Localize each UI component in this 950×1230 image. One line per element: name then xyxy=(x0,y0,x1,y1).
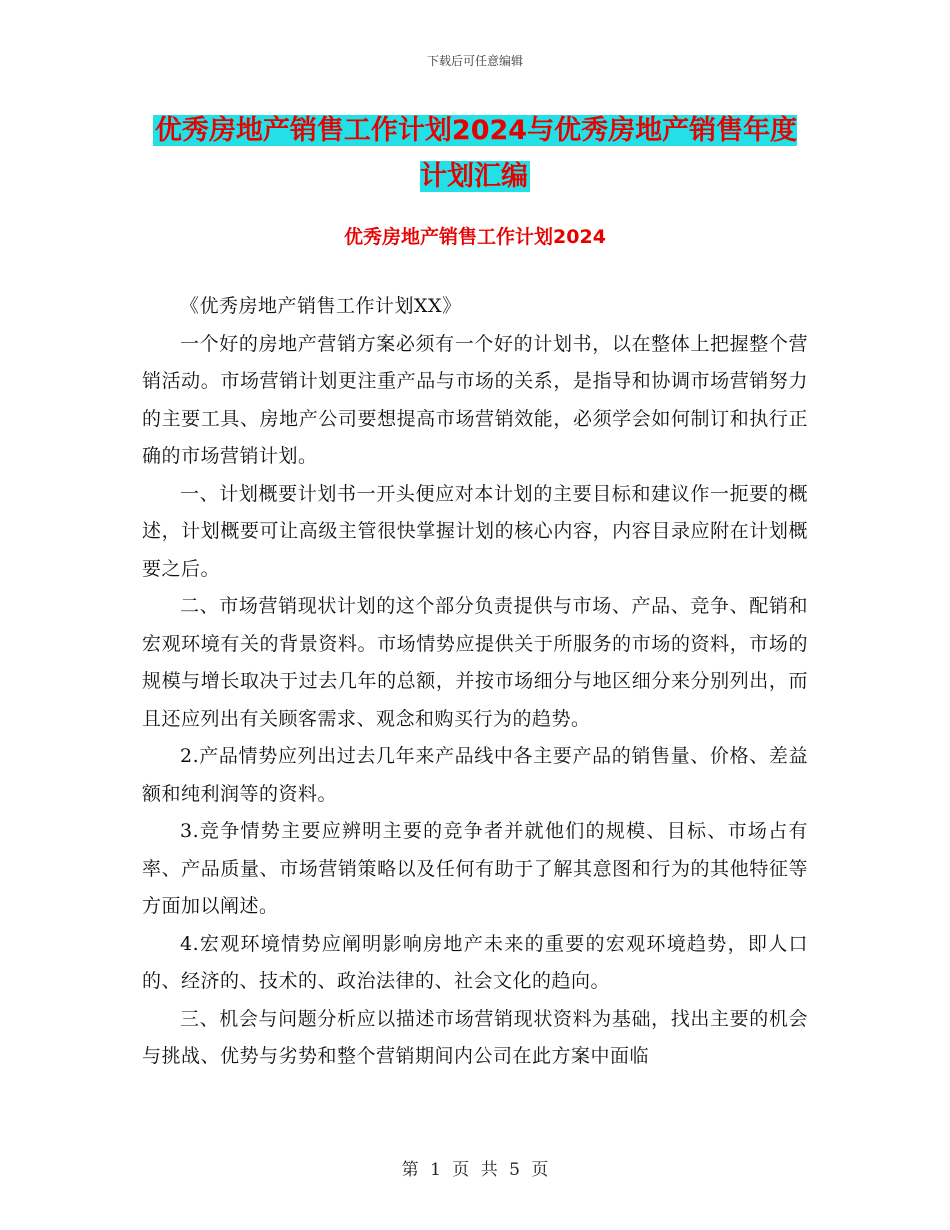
paragraph: 一、计划概要计划书一开头便应对本计划的主要目标和建议作一扼要的概述，计划概要可让高级主管很快掌握计划的核心内容，内容目录应附在计划概要之后。 xyxy=(142,482,808,580)
paragraph: 3.竞争情势主要应辨明主要的竞争者并就他们的规模、目标、市场占有率、产品质量、市场营销策略以及任何有助于了解其意图和行为的其他特征等方面加以阐述。 xyxy=(142,820,808,917)
paragraph: 二、市场营销现状计划的这个部分负责提供与市场、产品、竞争、配销和宏观环境有关的背景资料。市场情势应提供关于所服务的市场的资料，市场的规模与增长取决于过去几年的总额，并按市场细分与地区细分来分别列出，而且还应列出有关顾客需求、观念和购买行为的趋势。 xyxy=(142,595,808,730)
document-body xyxy=(142,288,808,1076)
paragraph: 一个好的房地产营销方案必须有一个好的计划书，以在整体上把握整个营销活动。市场营销计划更注重产品与市场的关系，是指导和协调市场营销努力的主要工具、房地产公司要想提高市场营销效能，必须学会如何制订和执行正确的市场营销计划。 xyxy=(142,332,808,467)
document-title-text: 优秀房地产销售工作计划2024与优秀房地产销售年度计划汇编 xyxy=(154,115,798,192)
page-footer: 第 1 页 共 5 页 xyxy=(401,1160,549,1180)
paragraph: 4.宏观环境情势应阐明影响房地产未来的重要的宏观环境趋势，即人口的、经济的、技术的、政治法律的、社会文化的趋向。 xyxy=(142,932,808,992)
section-title: 优秀房地产销售工作计划2024 xyxy=(344,226,606,248)
paragraph: 《优秀房地产销售工作计划XX》 xyxy=(180,295,462,317)
paragraph: 三、机会与问题分析应以描述市场营销现状资料为基础，找出主要的机会与挑战、优势与劣势和整个营销期间内公司在此方案中面临 xyxy=(142,1007,808,1067)
page-header: 下载后可任意编辑 xyxy=(426,54,523,68)
document-title xyxy=(140,108,810,200)
paragraph: 2.产品情势应列出过去几年来产品线中各主要产品的销售量、价格、差益额和纯利润等的资料。 xyxy=(142,745,808,805)
